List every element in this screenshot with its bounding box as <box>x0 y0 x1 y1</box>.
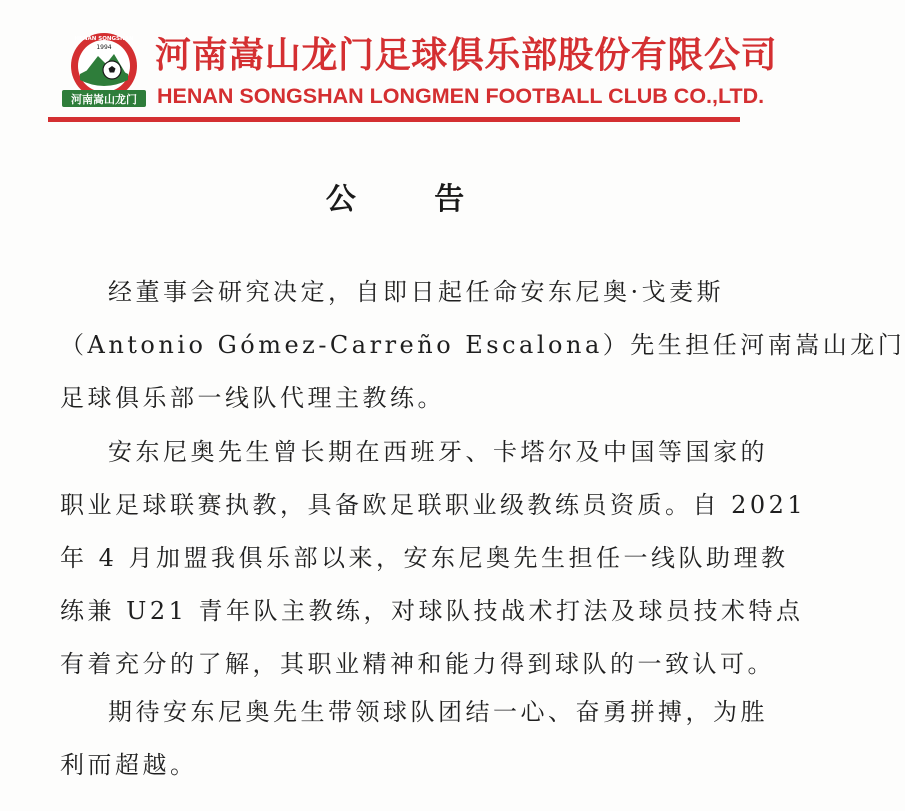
paragraph-line: 经董事会研究决定，自即日起任命安东尼奥·戈麦斯 <box>108 278 725 306</box>
paragraph-line: 利而超越。 <box>60 751 198 779</box>
paragraph-line: 期待安东尼奥先生带领球队团结一心、奋勇拼搏，为胜 <box>108 698 768 726</box>
paragraph-line: 年 4 月加盟我俱乐部以来，安东尼奥先生担任一线队助理教 <box>60 544 789 572</box>
paragraph-background <box>60 426 807 691</box>
paragraph-line: （Antonio Gómez-Carreño Escalona）先生担任河南嵩山龙门 <box>60 331 905 359</box>
paragraph-line: 练兼 U21 青年队主教练，对球队技战术打法及球员技术特点 <box>60 597 804 625</box>
letterhead <box>0 0 790 125</box>
header-divider <box>48 117 740 122</box>
logo-arc-text: HENAN SONGSHAN <box>74 36 134 42</box>
logo-year: 1994 <box>96 44 112 51</box>
paragraph-line: 安东尼奥先生曾长期在西班牙、卡塔尔及中国等国家的 <box>108 438 768 466</box>
paragraph-line: 职业足球联赛执教，具备欧足联职业级教练员资质。自 2021 <box>60 491 807 519</box>
club-logo <box>58 30 150 110</box>
paragraph-closing <box>60 686 768 792</box>
company-name-chinese: 河南嵩山龙门足球俱乐部股份有限公司 <box>155 35 778 76</box>
logo-banner-text: 河南嵩山龙门 <box>71 93 137 106</box>
paragraph-appointment <box>60 266 905 425</box>
paragraph-line: 足球俱乐部一线队代理主教练。 <box>60 384 445 412</box>
company-name-english: HENAN SONGSHAN LONGMEN FOOTBALL CLUB CO.,LTD. <box>157 84 765 108</box>
paragraph-line: 有着充分的了解，其职业精神和能力得到球队的一致认可。 <box>60 650 775 678</box>
notice-title: 公 告 <box>325 182 499 217</box>
